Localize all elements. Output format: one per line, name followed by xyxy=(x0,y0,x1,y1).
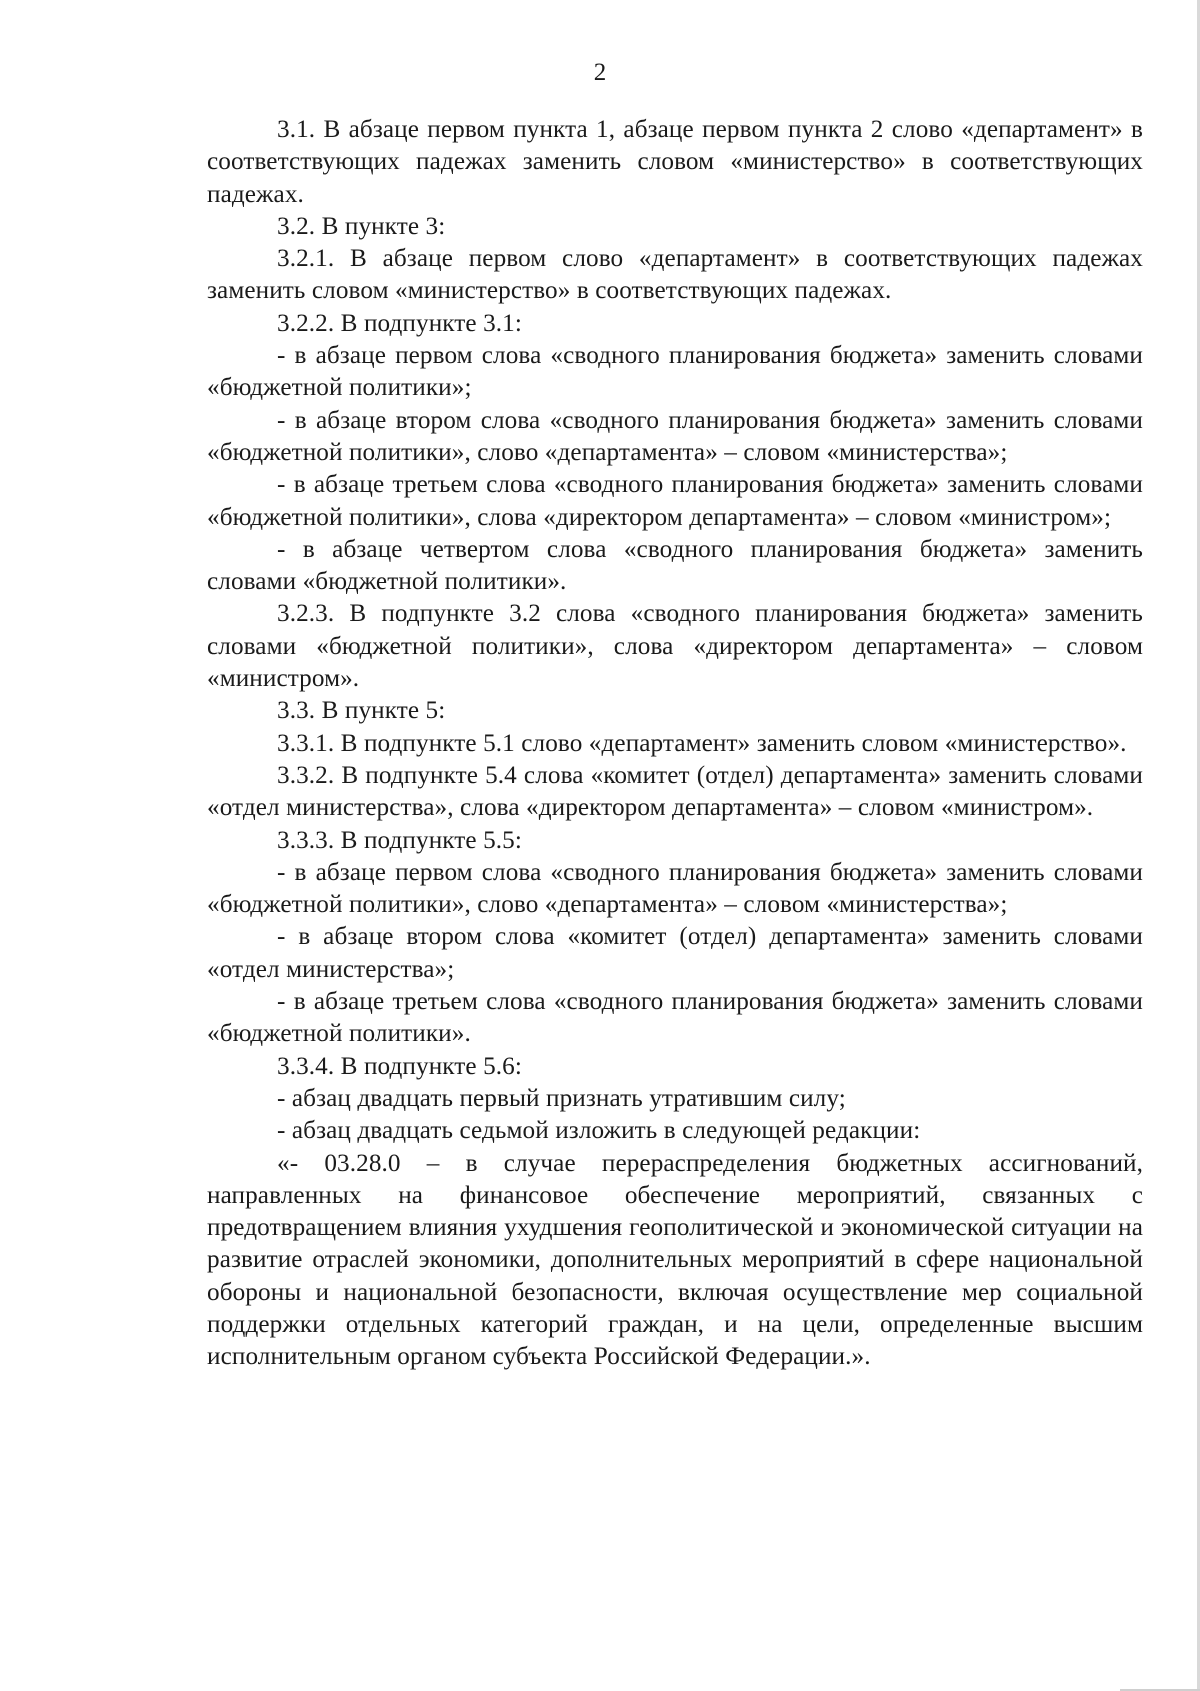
paragraph-3-2-2-item-4: - в абзаце четвертом слова «сводного планирования бюджета» заменить словами «бюджетной политики». xyxy=(207,535,1143,596)
paragraph-3-2: 3.2. В пункте 3: xyxy=(277,212,446,240)
paragraph-3-3-1: 3.3.1. В подпункте 5.1 слово «департамент» заменить словом «министерство». xyxy=(277,729,1127,757)
paragraph-3-2-2-item-3: - в абзаце третьем слова «сводного планирования бюджета» заменить словами «бюджетной политики», слова «директором департамента» – словом «министром»; xyxy=(207,471,1143,531)
paragraph-3-3-4-item-2: - абзац двадцать седьмой изложить в следующей редакции: xyxy=(277,1117,921,1145)
paragraph-3-3-4: 3.3.4. В подпункте 5.6: xyxy=(277,1052,522,1080)
paragraph-3-2-1: 3.2.1. В абзаце первом слово «департамент» в соответствующих падежах заменить словом «министерство» в соответствующих падежах. xyxy=(207,245,1143,305)
paragraph-3-3-3-item-3: - в абзаце третьем слова «сводного планирования бюджета» заменить словами «бюджетной политики». xyxy=(207,988,1143,1048)
document-body xyxy=(207,114,1143,1374)
paragraph-3-3-4-item-1: - абзац двадцать первый признать утратившим силу; xyxy=(277,1084,846,1112)
paragraph-3-3: 3.3. В пункте 5: xyxy=(277,697,446,725)
paragraph-3-2-3: 3.2.3. В подпункте 3.2 слова «сводного планирования бюджета» заменить словами «бюджетной политики», слова «директором департамента» – словом «министром». xyxy=(207,600,1143,693)
paragraph-3-3-3-item-2: - в абзаце втором слова «комитет (отдел) департамента» заменить словами «отдел министерства»; xyxy=(207,923,1143,983)
paragraph-3-3-3: 3.3.3. В подпункте 5.5: xyxy=(277,826,522,854)
paragraph-3-2-2-item-1: - в абзаце первом слова «сводного планирования бюджета» заменить словами «бюджетной политики»; xyxy=(207,342,1143,402)
paragraph-new-wording: «- 03.28.0 – в случае перераспределения бюджетных ассигнований, направленных на финансовое обеспечение мероприятий, связанных с предотвращением влияния ухудшения геополитической и экономической ситуации на развитие отраслей экономики, дополнительных мероприятий в сфере национальной обороны и национальной безопасности, включая осуществление мер социальной поддержки отдельных категорий граждан, и на цели, определенные высшим исполнительным органом субъекта Российской Федерации.». xyxy=(207,1149,1143,1371)
paragraph-3-2-2-item-2: - в абзаце втором слова «сводного планирования бюджета» заменить словами «бюджетной политики», слово «департамента» – словом «министерства»; xyxy=(207,406,1143,466)
paragraph-3-3-3-item-1: - в абзаце первом слова «сводного планирования бюджета» заменить словами «бюджетной политики», слово «департамента» – словом «министерства»; xyxy=(207,858,1143,919)
paragraph-3-2-2: 3.2.2. В подпункте 3.1: xyxy=(277,309,522,337)
page-number: 2 xyxy=(593,59,607,86)
paragraph-3-1: 3.1. В абзаце первом пункта 1, абзаце первом пункта 2 слово «департамент» в соответствующих падежах заменить словом «министерство» в соответствующих падежах. xyxy=(207,116,1143,208)
paragraph-3-3-2: 3.3.2. В подпункте 5.4 слова «комитет (отдел) департамента» заменить словами «отдел министерства», слова «директором департамента» – словом «министром». xyxy=(207,761,1143,822)
